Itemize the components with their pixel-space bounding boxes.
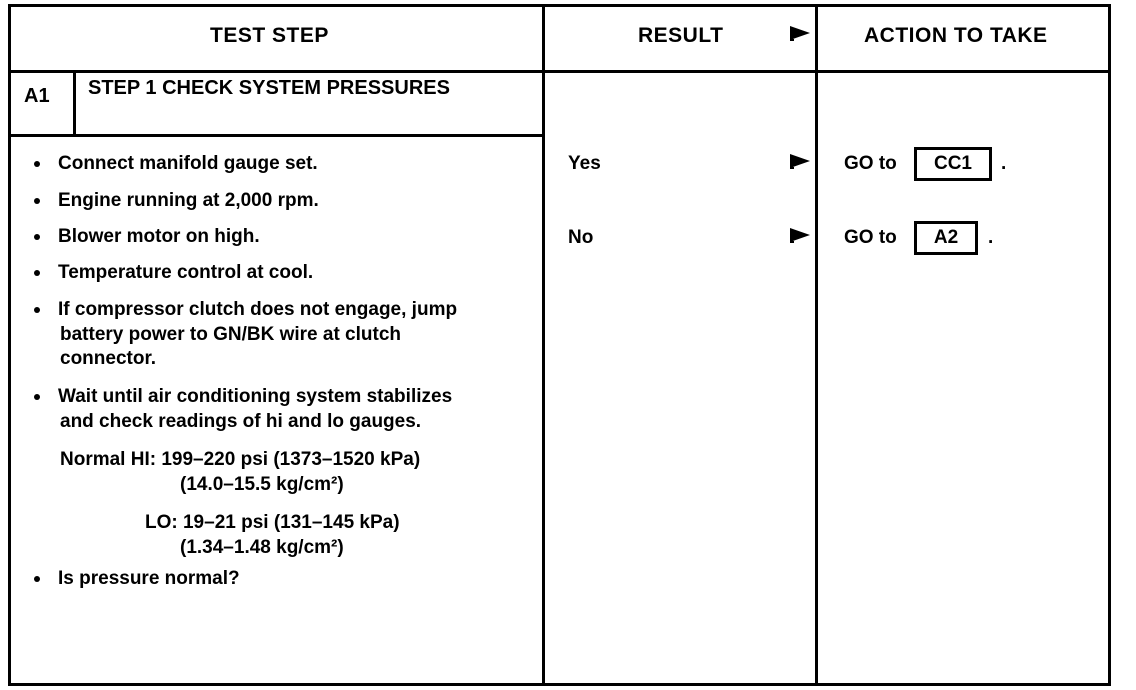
column-divider-action: [815, 4, 818, 686]
result-arrow-icon: [790, 154, 810, 168]
result-arrow-icon: [790, 228, 810, 242]
reading-lo-line2: (1.34–1.48 kg/cm²): [180, 537, 344, 558]
instruction-6-line1: Wait until air conditioning system stabilizes: [58, 386, 453, 407]
table-border-bottom: [8, 683, 1111, 686]
result-yes: Yes: [568, 153, 601, 174]
instruction-6-line2: and check readings of hi and lo gauges.: [60, 411, 422, 432]
action-target-a2[interactable]: A2: [914, 221, 978, 255]
instruction-7: Is pressure normal?: [58, 568, 240, 589]
table-border-right: [1108, 4, 1111, 686]
instruction-2: Engine running at 2,000 rpm.: [58, 190, 319, 211]
header-test-step: TEST STEP: [210, 24, 329, 47]
action-punct-no: .: [988, 227, 994, 248]
bullet-icon: [34, 307, 40, 313]
instruction-5-line1: If compressor clutch does not engage, jump: [58, 299, 458, 320]
column-divider-result: [542, 4, 545, 686]
reading-hi-line1: Normal HI: 199–220 psi (1373–1520 kPa): [60, 449, 421, 470]
step-id: A1: [24, 85, 50, 107]
step-id-divider: [73, 70, 76, 137]
bullet-icon: [34, 270, 40, 276]
action-punct-yes: .: [1001, 153, 1007, 174]
step-row-divider: [8, 134, 545, 137]
bullet-icon: [34, 394, 40, 400]
action-goto-yes: GO to: [844, 153, 897, 174]
instruction-5-line2: battery power to GN/BK wire at clutch: [60, 324, 401, 345]
result-no: No: [568, 227, 594, 248]
header-action: ACTION TO TAKE: [864, 24, 1048, 47]
action-target-cc1[interactable]: CC1: [914, 147, 992, 181]
instruction-5-line3: connector.: [60, 348, 157, 369]
bullet-icon: [34, 198, 40, 204]
header-arrow-icon: [790, 26, 810, 40]
bullet-icon: [34, 576, 40, 582]
header-result: RESULT: [638, 24, 724, 47]
table-border-top: [8, 4, 1111, 7]
bullet-icon: [34, 234, 40, 240]
bullet-icon: [34, 161, 40, 167]
step-title: STEP 1 CHECK SYSTEM PRESSURES: [88, 77, 450, 99]
reading-hi-line2: (14.0–15.5 kg/cm²): [180, 474, 344, 495]
reading-lo-line1: LO: 19–21 psi (131–145 kPa): [145, 512, 400, 533]
instruction-1: Connect manifold gauge set.: [58, 153, 318, 174]
instruction-4: Temperature control at cool.: [58, 262, 314, 283]
table-border-left: [8, 4, 11, 686]
instruction-3: Blower motor on high.: [58, 226, 260, 247]
action-goto-no: GO to: [844, 227, 897, 248]
header-divider: [8, 70, 1111, 73]
